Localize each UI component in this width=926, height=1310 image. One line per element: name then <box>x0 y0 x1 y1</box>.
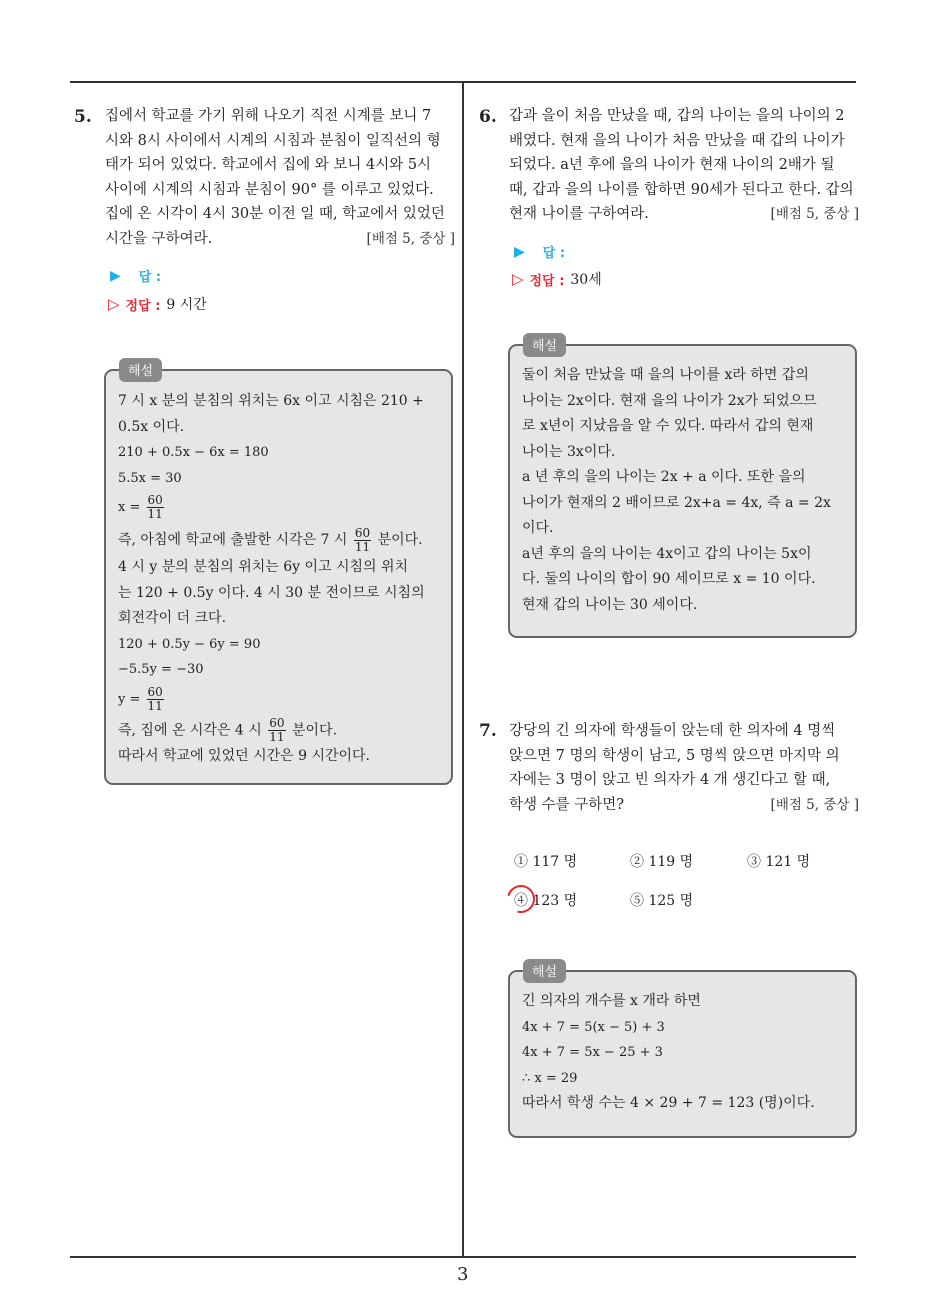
solution-line: 는 120 + 0.5y 이다. 4 시 30 분 전이므로 시침의 <box>118 584 425 601</box>
choice-1[interactable]: ① 117 명 <box>514 854 578 870</box>
solution-tag: 해설 <box>119 358 162 382</box>
problem-5-meta: [배점 5, 중상 ] <box>366 230 455 247</box>
solution-line: a년 후의 을의 나이는 4x이고 갑의 나이는 5x이 <box>522 545 812 562</box>
solution-equation: y = $\frac{60}{11}$ <box>118 684 163 713</box>
choice-2[interactable]: ② 119 명 <box>630 854 694 870</box>
problem-7-text <box>509 719 859 817</box>
problem-5-number: 5. <box>74 107 92 127</box>
problem-6-answer-line[interactable] <box>514 242 565 261</box>
play-triangle-icon: ▶ <box>514 243 525 260</box>
page-number: 3 <box>457 1264 469 1285</box>
problem-6-number: 6. <box>479 107 497 127</box>
problem-7-meta: [배점 5, 중상 ] <box>770 796 859 813</box>
choice-4[interactable]: ④ 123 명 <box>514 893 578 909</box>
problem-6-line: 배였다. 현재 을의 나이가 처음 만났을 때 갑의 나이가 <box>509 132 845 149</box>
solution-line: a 년 후의 을의 나이는 2x + a 이다. 또한 을의 <box>522 469 806 485</box>
solution-line: 즉, 아침에 학교에 출발한 시각은 7 시 $\frac{60}{11}$ 분이다. <box>118 525 423 554</box>
choice-5[interactable]: ⑤ 125 명 <box>630 893 694 909</box>
correct-label: 정답 : <box>125 298 161 314</box>
problem-7-line: 앉으면 7 명의 학생이 남고, 5 명씩 앉으면 마지막 의 <box>509 747 840 764</box>
correct-value: 9 시간 <box>166 297 207 313</box>
problem-6-line: 갑과 을이 처음 만났을 때, 갑의 나이는 을의 나이의 2 <box>509 108 845 124</box>
solution-equation: 4x + 7 = 5x − 25 + 3 <box>522 1045 663 1060</box>
problem-7-line: 자에는 3 명이 앉고 빈 의자가 4 개 생긴다고 할 때, <box>509 772 831 788</box>
problem-5-correct-line <box>108 294 207 314</box>
correct-value: 30세 <box>570 272 602 288</box>
problem-6-text <box>509 104 859 227</box>
solution-line: 이다. <box>522 520 554 536</box>
problem-5-line: 사이에 시계의 시침과 분침이 90° 를 이루고 있었다. <box>105 181 434 198</box>
problem-7-solution <box>522 989 852 1117</box>
problem-5-line: 시간을 구하여라. [배점 5, 중상 ] <box>105 227 455 252</box>
solution-line: 나이가 현재의 2 배이므로 2x+a = 4x, 즉 a = 2x <box>522 494 831 511</box>
solution-equation: ∴ x = 29 <box>522 1070 578 1086</box>
correct-label: 정답 : <box>529 273 565 289</box>
column-divider <box>462 82 464 1257</box>
solution-line: 긴 의자의 개수를 x 개라 하면 <box>522 993 701 1009</box>
solution-line: 따라서 학교에 있었던 시간은 9 시간이다. <box>118 747 370 764</box>
solution-line: 즉, 집에 온 시각은 4 시 $\frac{60}{11}$ 분이다. <box>118 715 338 744</box>
fraction: $\frac{60}{11}$ <box>269 715 285 744</box>
problem-7-line: 학생 수를 구하면? [배점 5, 중상 ] <box>509 793 859 818</box>
problem-5-text <box>105 104 455 251</box>
problem-6-line: 되었다. a년 후에 을의 나이가 현재 나이의 2배가 될 <box>509 157 835 173</box>
solution-line: 0.5x 이다. <box>118 418 185 435</box>
play-triangle-icon: ▶ <box>110 267 121 284</box>
solution-equation: 5.5x = 30 <box>118 470 182 486</box>
fraction: $\frac{60}{11}$ <box>354 525 371 554</box>
solution-line: 둘이 처음 만났을 때 을의 나이를 x라 하면 갑의 <box>522 367 809 383</box>
solution-equation: 210 + 0.5x − 6x = 180 <box>118 445 269 460</box>
problem-6-line: 때, 갑과 을의 나이를 합하면 90세가 된다고 한다. 갑의 <box>509 181 854 198</box>
solution-line: 회전각이 더 크다. <box>118 610 227 626</box>
selected-answer-circle-icon <box>502 880 540 918</box>
solution-line: 다. 둘의 나이의 합이 90 세이므로 x = 10 이다. <box>522 571 816 587</box>
outline-triangle-icon: ▷ <box>512 270 524 288</box>
solution-line: 7 시 x 분의 분침의 위치는 6x 이고 시침은 210 + <box>118 393 424 409</box>
problem-5-line: 태가 되어 있었다. 학교에서 집에 와 보니 4시와 5시 <box>105 157 432 173</box>
solution-tag: 해설 <box>523 959 566 983</box>
problem-5-solution <box>118 389 448 769</box>
solution-equation: 120 + 0.5y − 6y = 90 <box>118 636 261 652</box>
solution-line: 4 시 y 분의 분침의 위치는 6y 이고 시침의 위치 <box>118 559 409 575</box>
solution-equation: −5.5y = −30 <box>118 662 204 677</box>
bottom-rule <box>70 1256 856 1258</box>
problem-6-correct-line <box>512 269 602 289</box>
answer-label: 답 : <box>542 246 566 261</box>
solution-line: 로 x년이 지났음을 알 수 있다. 따라서 갑의 현재 <box>522 418 814 434</box>
solution-line: 나이는 3x이다. <box>522 443 616 460</box>
solution-tag: 해설 <box>523 333 566 357</box>
problem-7-number: 7. <box>479 721 497 741</box>
outline-triangle-icon: ▷ <box>108 295 120 313</box>
problem-5-line: 시와 8시 사이에서 시계의 시침과 분침이 일직선의 형 <box>105 132 441 149</box>
problem-5-line: 집에서 학교를 가기 위해 나오기 직전 시계를 보니 7 <box>105 108 432 124</box>
problem-6-solution <box>522 363 852 618</box>
problem-5-line: 집에 온 시각이 4시 30분 이전 일 때, 학교에서 있었던 <box>105 206 445 222</box>
solution-line: 따라서 학생 수는 4 × 29 + 7 = 123 (명)이다. <box>522 1095 815 1111</box>
solution-equation: 4x + 7 = 5(x − 5) + 3 <box>522 1019 665 1035</box>
fraction: $\frac{60}{11}$ <box>147 493 163 521</box>
solution-equation: x = $\frac{60}{11}$ <box>118 493 163 521</box>
problem-6-meta: [배점 5, 중상 ] <box>770 206 859 222</box>
solution-line: 현재 갑의 나이는 30 세이다. <box>522 596 698 613</box>
fraction: $\frac{60}{11}$ <box>147 684 163 713</box>
choice-3[interactable]: ③ 121 명 <box>747 854 811 870</box>
solution-line: 나이는 2x이다. 현재 을의 나이가 2x가 되었으므 <box>522 392 817 409</box>
problem-5-answer-line[interactable] <box>110 266 161 285</box>
problem-6-line: 현재 나이를 구하여라. [배점 5, 중상 ] <box>509 202 859 227</box>
problem-7-line: 강당의 긴 의자에 학생들이 앉는데 한 의자에 4 명씩 <box>509 723 836 739</box>
answer-label: 답 : <box>138 270 162 285</box>
